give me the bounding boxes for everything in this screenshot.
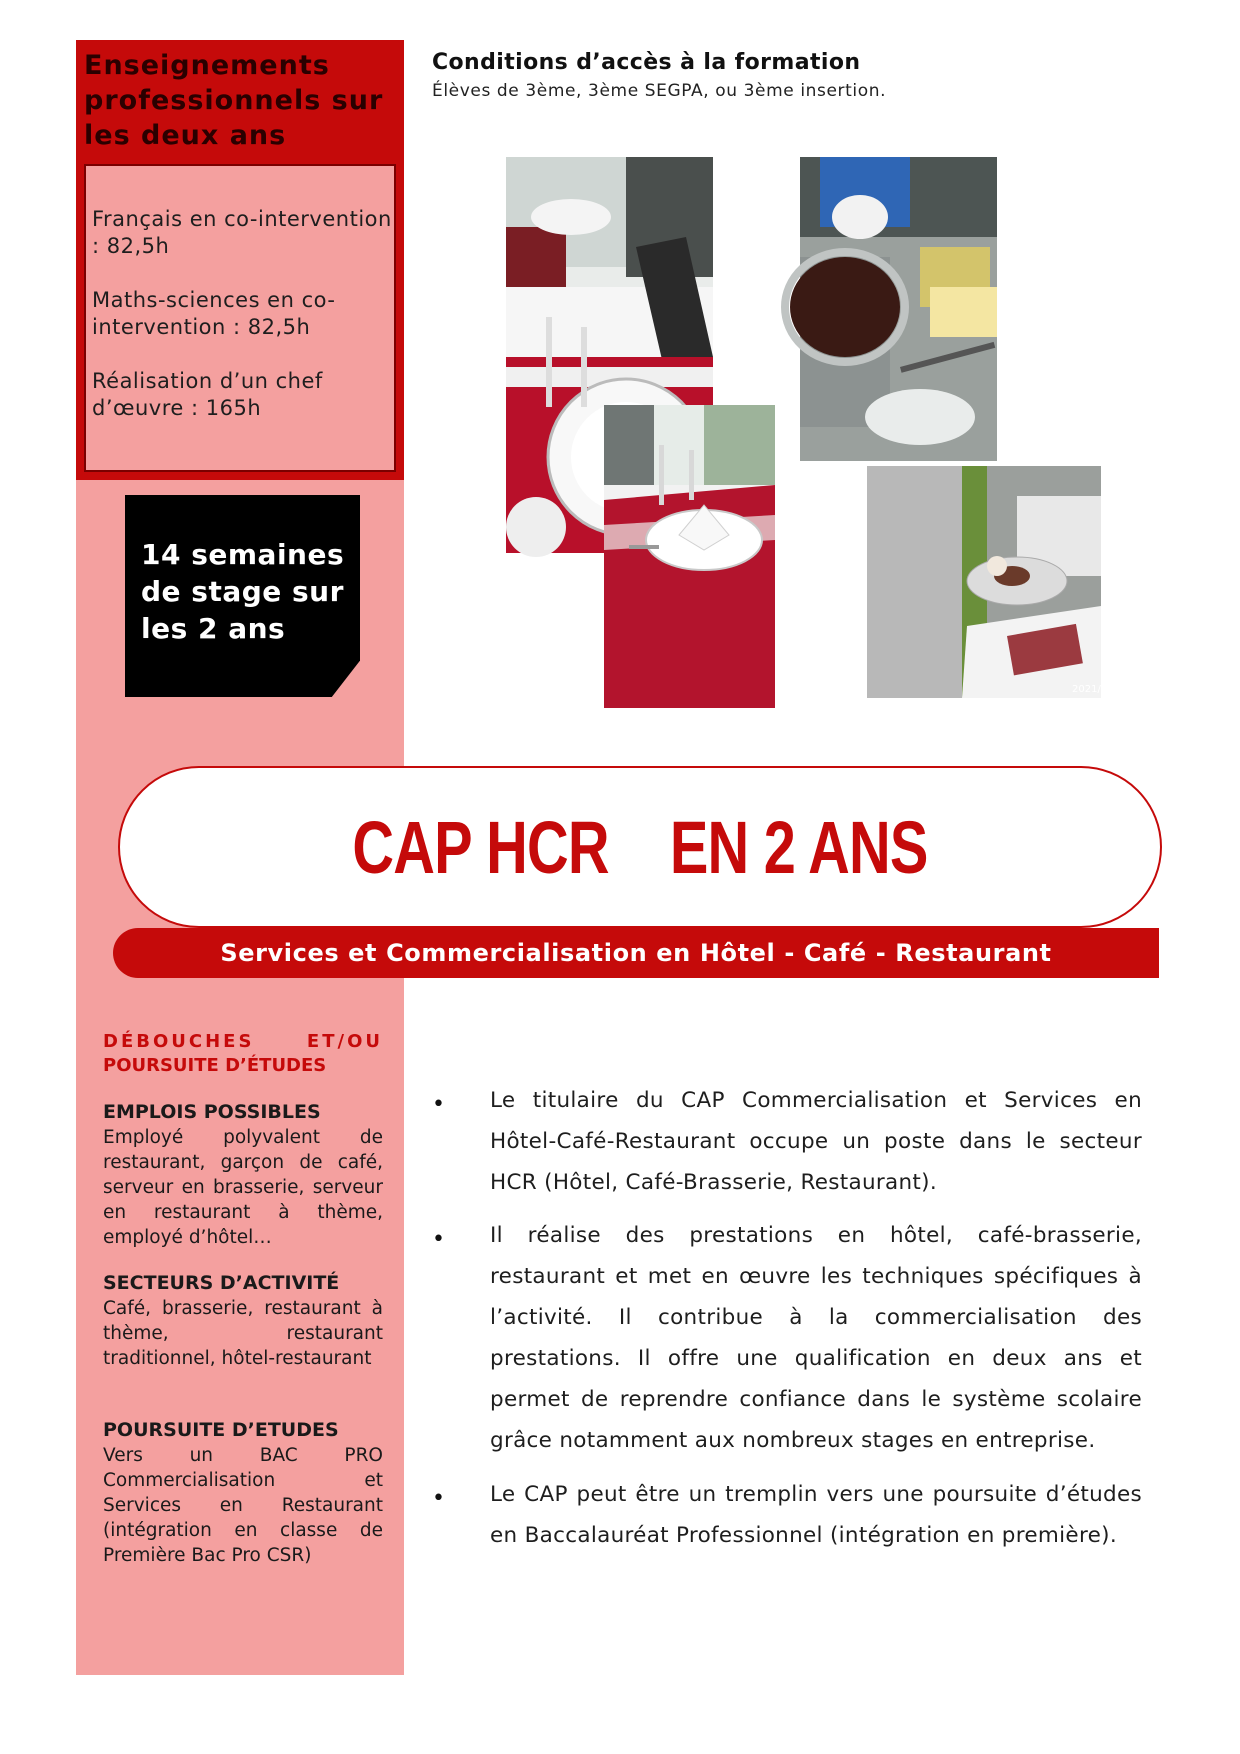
outcomes-title [103,1030,383,1078]
photo-plating-dish [867,466,1108,698]
photo-timestamp: 2021/4 [1072,684,1108,695]
outcomes-title-line1 [103,1030,383,1054]
photo-kitchen-pot [800,157,997,461]
hours-chef-oeuvre: Réalisation d’un chef d’œuvre : 165h [92,369,323,420]
outcomes-title-word1: DÉBOUCHES [103,1031,255,1052]
teaching-panel-title: Enseignements professionnels sur les deux ans [84,50,384,151]
further-studies-body: Vers un BAC PRO Commercialisation et Services en Restaurant (intégration en classe de Première Bac Pro CSR) [103,1445,383,1566]
sectors-body: Café, brasserie, restaurant à thème, restaurant traditionnel, hôtel-restaurant [103,1298,383,1369]
hours-maths-sciences: Maths-sciences en co-intervention : 82,5h [92,288,336,339]
internship-text: 14 semaines de stage sur les 2 ans [141,538,345,645]
bullet-marker: • [432,1092,445,1117]
bullet-marker: • [432,1486,445,1511]
outcomes-title-word2: ET/OU [306,1031,383,1052]
page-title: CAP HCR EN 2 ANS [352,806,928,889]
photo-napkin-plate [604,405,775,708]
jobs-body: Employé polyvalent de restaurant, garçon de café, serveur en brasserie, serveur en restaurant à thème, employé d’hôtel… [103,1127,383,1248]
sectors-heading: SECTEURS D’ACTIVITÉ [103,1272,340,1294]
further-studies-heading: POURSUITE D’ETUDES [103,1419,339,1441]
bullet-item-2: Il réalise des prestations en hôtel, café-brasserie, restaurant et met en œuvre les techniques spécifiques à l’activité. Il contribue à la commercialisation des prestations. Il offre une qualification en deux ans et permet de reprendre confiance dans le système scolaire grâce notamment aux nombreux stages en entreprise. [490,1223,1142,1453]
outcomes-title-line2: POURSUITE D’ÉTUDES [103,1055,327,1076]
hours-francais: Français en co-intervention : 82,5h [92,207,392,258]
bullet-item-3: Le CAP peut être un tremplin vers une poursuite d’études en Baccalauréat Professionnel (intégration en première). [490,1482,1142,1548]
jobs-heading: EMPLOIS POSSIBLES [103,1101,321,1123]
bullet-marker: • [432,1227,445,1252]
bullet-item-1: Le titulaire du CAP Commercialisation et Services en Hôtel-Café-Restaurant occupe un poste dans le secteur HCR (Hôtel, Café-Brasserie, Restaurant). [490,1088,1142,1195]
access-conditions-text: Élèves de 3ème, 3ème SEGPA, ou 3ème insertion. [432,81,887,101]
access-conditions-title: Conditions d’accès à la formation [432,50,861,75]
subtitle: Services et Commercialisation en Hôtel - Café - Restaurant [220,939,1052,967]
